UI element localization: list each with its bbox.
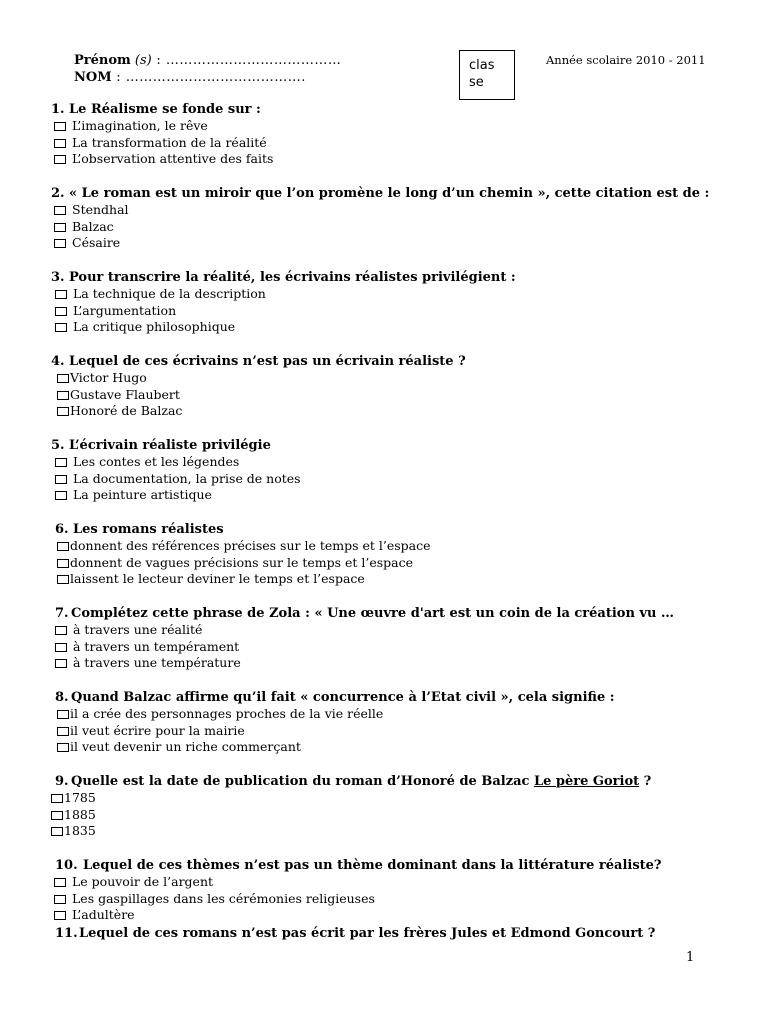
checkbox[interactable]: [57, 710, 69, 719]
checkbox[interactable]: [55, 626, 67, 635]
page-number: 1: [686, 950, 695, 965]
option[interactable]: L’imagination, le rêve: [0, 118, 700, 135]
question-title: 10. Lequel de ces thèmes n’est pas un thème dominant dans la littérature réaliste?: [55, 858, 662, 873]
question-title: 11.Lequel de ces romans n’est pas écrit par les frères Jules et Edmond Goncourt ?: [55, 926, 656, 941]
option[interactable]: L’adultère: [0, 907, 700, 924]
checkbox[interactable]: [54, 155, 66, 164]
checkbox[interactable]: [55, 659, 67, 668]
question-title: 3. Pour transcrire la réalité, les écrivains réalistes privilégient :: [51, 270, 516, 285]
checkbox[interactable]: [57, 542, 69, 551]
option[interactable]: Les contes et les légendes: [0, 454, 700, 471]
option[interactable]: il veut écrire pour la mairie: [0, 723, 700, 740]
question-title: 8. Quand Balzac affirme qu’il fait « concurrence à l’Etat civil », cela signifie :: [55, 690, 615, 705]
checkbox[interactable]: [55, 323, 67, 332]
prenom-dots[interactable]: : …………………………………: [151, 53, 342, 68]
checkbox[interactable]: [57, 575, 69, 584]
checkbox[interactable]: [54, 895, 66, 904]
question-title: 4. Lequel de ces écrivains n’est pas un écrivain réaliste ?: [51, 354, 466, 369]
classe-text-line2: se: [469, 75, 484, 90]
option[interactable]: La critique philosophique: [0, 319, 700, 336]
option[interactable]: Stendhal: [0, 202, 700, 219]
checkbox[interactable]: [57, 559, 69, 568]
checkbox[interactable]: [54, 223, 66, 232]
question-title: 2. « Le roman est un miroir que l’on promène le long d’un chemin », cette citation est de :: [51, 186, 710, 201]
classe-box[interactable]: [459, 50, 515, 100]
option[interactable]: 1885: [0, 807, 700, 824]
question-title: 1. Le Réalisme se fonde sur :: [51, 102, 261, 117]
checkbox[interactable]: [54, 122, 66, 131]
checkbox[interactable]: [55, 458, 67, 467]
classe-text-line1: clas: [469, 58, 495, 73]
checkbox[interactable]: [55, 491, 67, 500]
checkbox[interactable]: [54, 911, 66, 920]
question-7: [0, 606, 700, 672]
question-title: 5. L’écrivain réaliste privilégie: [51, 438, 271, 453]
checkbox[interactable]: [54, 239, 66, 248]
option[interactable]: 1785: [0, 790, 700, 807]
option[interactable]: L’observation attentive des faits: [0, 151, 700, 168]
question-title: 6. Les romans réalistes: [55, 522, 224, 537]
option[interactable]: La peinture artistique: [0, 487, 700, 504]
option[interactable]: il veut devenir un riche commerçant: [0, 739, 700, 756]
option[interactable]: 1835: [0, 823, 700, 840]
prenom-s: (s): [134, 53, 152, 68]
checkbox[interactable]: [55, 475, 67, 484]
nom-label: NOM: [74, 70, 112, 85]
checkbox[interactable]: [55, 307, 67, 316]
option[interactable]: Honoré de Balzac: [0, 403, 700, 420]
option[interactable]: Gustave Flaubert: [0, 387, 700, 404]
checkbox[interactable]: [57, 391, 69, 400]
option[interactable]: Les gaspillages dans les cérémonies religieuses: [0, 891, 700, 908]
question-1: [0, 102, 700, 168]
option[interactable]: il a crée des personnages proches de la vie réelle: [0, 706, 700, 723]
checkbox[interactable]: [51, 827, 63, 836]
nom-line: [74, 70, 306, 85]
prenom-line: [74, 53, 341, 68]
book-title: Le père Goriot: [533, 774, 640, 789]
checkbox[interactable]: [54, 139, 66, 148]
checkbox[interactable]: [55, 643, 67, 652]
option[interactable]: La transformation de la réalité: [0, 135, 700, 152]
option[interactable]: donnent de vagues précisions sur le temps et l’espace: [0, 555, 700, 572]
question-10: [0, 858, 700, 924]
option[interactable]: à travers une réalité: [0, 622, 700, 639]
checkbox[interactable]: [54, 206, 66, 215]
question-title: 9. Quelle est la date de publication du roman d’Honoré de Balzac Le père Goriot ?: [55, 774, 652, 789]
question-6: [0, 522, 700, 588]
option[interactable]: à travers une température: [0, 655, 700, 672]
option[interactable]: à travers un tempérament: [0, 639, 700, 656]
option[interactable]: Balzac: [0, 219, 700, 236]
option[interactable]: donnent des références précises sur le temps et l’espace: [0, 538, 700, 555]
question-title: 7. Complétez cette phrase de Zola : « Une œuvre d'art est un coin de la création vu …: [55, 606, 674, 621]
checkbox[interactable]: [54, 878, 66, 887]
question-3: [0, 270, 700, 336]
option[interactable]: La documentation, la prise de notes: [0, 471, 700, 488]
checkbox[interactable]: [51, 794, 63, 803]
checkbox[interactable]: [57, 407, 69, 416]
question-2: [0, 186, 710, 252]
checkbox[interactable]: [57, 727, 69, 736]
checkbox[interactable]: [57, 374, 69, 383]
prenom-label: Prénom: [74, 53, 131, 68]
school-year: Année scolaire 2010 - 2011: [546, 53, 706, 67]
option[interactable]: Victor Hugo: [0, 370, 700, 387]
option[interactable]: Césaire: [0, 235, 700, 252]
question-11: [0, 926, 700, 942]
question-4: [0, 354, 700, 420]
question-5: [0, 438, 700, 504]
question-9: [0, 774, 700, 840]
option[interactable]: L’argumentation: [0, 303, 700, 320]
checkbox[interactable]: [57, 743, 69, 752]
option[interactable]: Le pouvoir de l’argent: [0, 874, 700, 891]
checkbox[interactable]: [51, 811, 63, 820]
option[interactable]: La technique de la description: [0, 286, 700, 303]
question-8: [0, 690, 700, 756]
checkbox[interactable]: [55, 290, 67, 299]
nom-dots[interactable]: : ………………………………….: [111, 70, 306, 85]
option[interactable]: laissent le lecteur deviner le temps et l’espace: [0, 571, 700, 588]
